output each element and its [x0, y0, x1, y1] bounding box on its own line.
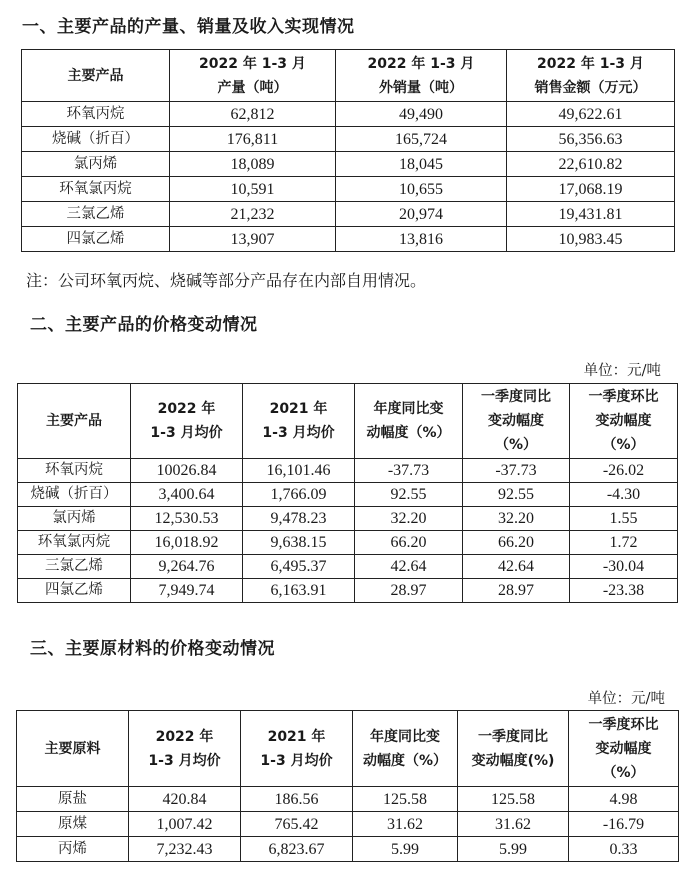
value-cell: 186.56: [241, 787, 353, 812]
section3-title: 三、主要原材料的价格变动情况: [30, 639, 275, 659]
value-cell: 420.84: [129, 787, 241, 812]
table-row: [22, 227, 675, 252]
table-row: [22, 127, 675, 152]
value-cell: -4.30: [570, 483, 678, 507]
value-cell: -30.04: [570, 555, 678, 579]
value-cell: 125.58: [353, 787, 458, 812]
value-cell: 176,811: [170, 127, 336, 152]
value-cell: 32.20: [355, 507, 463, 531]
row-label-cell: 烧碱（折百）: [22, 127, 170, 152]
value-cell: 10,655: [336, 177, 507, 202]
section2-title: 二、主要产品的价格变动情况: [30, 315, 258, 335]
table-row: [22, 152, 675, 177]
value-cell: 6,823.67: [241, 837, 353, 862]
row-label-cell: 原盐: [17, 787, 129, 812]
product-price-table: [17, 383, 678, 603]
row-label-cell: 环氧丙烷: [22, 102, 170, 127]
value-cell: 7,232.43: [129, 837, 241, 862]
header-q1-yoy-change: 一季度同比 变动幅度(%): [458, 711, 569, 787]
value-cell: -26.02: [570, 459, 678, 483]
row-label-cell: 三氯乙烯: [22, 202, 170, 227]
value-cell: 42.64: [463, 555, 570, 579]
value-cell: 125.58: [458, 787, 569, 812]
value-cell: 9,264.76: [131, 555, 243, 579]
value-cell: 165,724: [336, 127, 507, 152]
header-product: 主要产品: [22, 50, 170, 102]
header-2021-avg-price: 2021 年 1-3 月均价: [243, 384, 355, 459]
row-label-cell: 烧碱（折百）: [18, 483, 131, 507]
table-row: [18, 459, 678, 483]
value-cell: 31.62: [458, 812, 569, 837]
table-row: [17, 812, 679, 837]
value-cell: 28.97: [355, 579, 463, 603]
value-cell: 49,490: [336, 102, 507, 127]
header-production: 2022 年 1-3 月 产量（吨）: [170, 50, 336, 102]
value-cell: -16.79: [569, 812, 679, 837]
table-header-row: [18, 384, 678, 459]
value-cell: 18,045: [336, 152, 507, 177]
value-cell: 1.72: [570, 531, 678, 555]
value-cell: 66.20: [463, 531, 570, 555]
value-cell: 16,101.46: [243, 459, 355, 483]
row-label-cell: 环氧氯丙烷: [22, 177, 170, 202]
header-raw-material: 主要原料: [17, 711, 129, 787]
section1-note: 注：公司环氧丙烷、烧碱等部分产品存在内部自用情况。: [26, 271, 427, 290]
value-cell: 92.55: [355, 483, 463, 507]
header-q1-qoq-change: 一季度环比 变动幅度 （%）: [570, 384, 678, 459]
value-cell: 5.99: [458, 837, 569, 862]
row-label-cell: 氯丙烯: [18, 507, 131, 531]
value-cell: 10,983.45: [507, 227, 675, 252]
section3-unit: 单位：元/吨: [587, 691, 665, 707]
value-cell: 42.64: [355, 555, 463, 579]
value-cell: 20,974: [336, 202, 507, 227]
header-2022-avg-price: 2022 年 1-3 月均价: [131, 384, 243, 459]
row-label-cell: 三氯乙烯: [18, 555, 131, 579]
value-cell: 12,530.53: [131, 507, 243, 531]
value-cell: 765.42: [241, 812, 353, 837]
value-cell: 1,007.42: [129, 812, 241, 837]
header-external-sales: 2022 年 1-3 月 外销量（吨）: [336, 50, 507, 102]
raw-material-price-table: [16, 710, 679, 862]
value-cell: 62,812: [170, 102, 336, 127]
header-2022-avg-price: 2022 年 1-3 月均价: [129, 711, 241, 787]
value-cell: 6,495.37: [243, 555, 355, 579]
value-cell: 7,949.74: [131, 579, 243, 603]
row-label-cell: 环氧丙烷: [18, 459, 131, 483]
value-cell: 13,816: [336, 227, 507, 252]
value-cell: 4.98: [569, 787, 679, 812]
row-label-cell: 四氯乙烯: [22, 227, 170, 252]
row-label-cell: 四氯乙烯: [18, 579, 131, 603]
value-cell: 18,089: [170, 152, 336, 177]
value-cell: 1.55: [570, 507, 678, 531]
row-label-cell: 环氧氯丙烷: [18, 531, 131, 555]
value-cell: 32.20: [463, 507, 570, 531]
value-cell: 66.20: [355, 531, 463, 555]
value-cell: -23.38: [570, 579, 678, 603]
value-cell: 21,232: [170, 202, 336, 227]
table-header-row: [22, 50, 675, 102]
table-row: [17, 837, 679, 862]
table-row: [18, 531, 678, 555]
value-cell: 19,431.81: [507, 202, 675, 227]
value-cell: 16,018.92: [131, 531, 243, 555]
value-cell: 9,638.15: [243, 531, 355, 555]
value-cell: -37.73: [355, 459, 463, 483]
value-cell: 6,163.91: [243, 579, 355, 603]
value-cell: 28.97: [463, 579, 570, 603]
table-row: [18, 483, 678, 507]
production-sales-table: [21, 49, 675, 252]
row-label-cell: 氯丙烯: [22, 152, 170, 177]
table-row: [17, 787, 679, 812]
table-header-row: [17, 711, 679, 787]
row-label-cell: 丙烯: [17, 837, 129, 862]
value-cell: 1,766.09: [243, 483, 355, 507]
section2-unit: 单位：元/吨: [583, 363, 661, 379]
header-product: 主要产品: [18, 384, 131, 459]
value-cell: 13,907: [170, 227, 336, 252]
value-cell: -37.73: [463, 459, 570, 483]
value-cell: 17,068.19: [507, 177, 675, 202]
value-cell: 0.33: [569, 837, 679, 862]
value-cell: 92.55: [463, 483, 570, 507]
value-cell: 49,622.61: [507, 102, 675, 127]
value-cell: 9,478.23: [243, 507, 355, 531]
header-yoy-change: 年度同比变 动幅度（%）: [355, 384, 463, 459]
value-cell: 10026.84: [131, 459, 243, 483]
value-cell: 56,356.63: [507, 127, 675, 152]
table-row: [22, 177, 675, 202]
value-cell: 10,591: [170, 177, 336, 202]
row-label-cell: 原煤: [17, 812, 129, 837]
value-cell: 3,400.64: [131, 483, 243, 507]
table-row: [18, 579, 678, 603]
header-q1-qoq-change: 一季度环比 变动幅度 （%）: [569, 711, 679, 787]
table-row: [18, 555, 678, 579]
table-row: [18, 507, 678, 531]
section1-title: 一、主要产品的产量、销量及收入实现情况: [22, 17, 355, 37]
header-q1-yoy-change: 一季度同比 变动幅度 （%）: [463, 384, 570, 459]
header-sales-amount: 2022 年 1-3 月 销售金额（万元）: [507, 50, 675, 102]
table-row: [22, 202, 675, 227]
value-cell: 22,610.82: [507, 152, 675, 177]
value-cell: 31.62: [353, 812, 458, 837]
table-row: [22, 102, 675, 127]
header-yoy-change: 年度同比变 动幅度（%）: [353, 711, 458, 787]
header-2021-avg-price: 2021 年 1-3 月均价: [241, 711, 353, 787]
value-cell: 5.99: [353, 837, 458, 862]
